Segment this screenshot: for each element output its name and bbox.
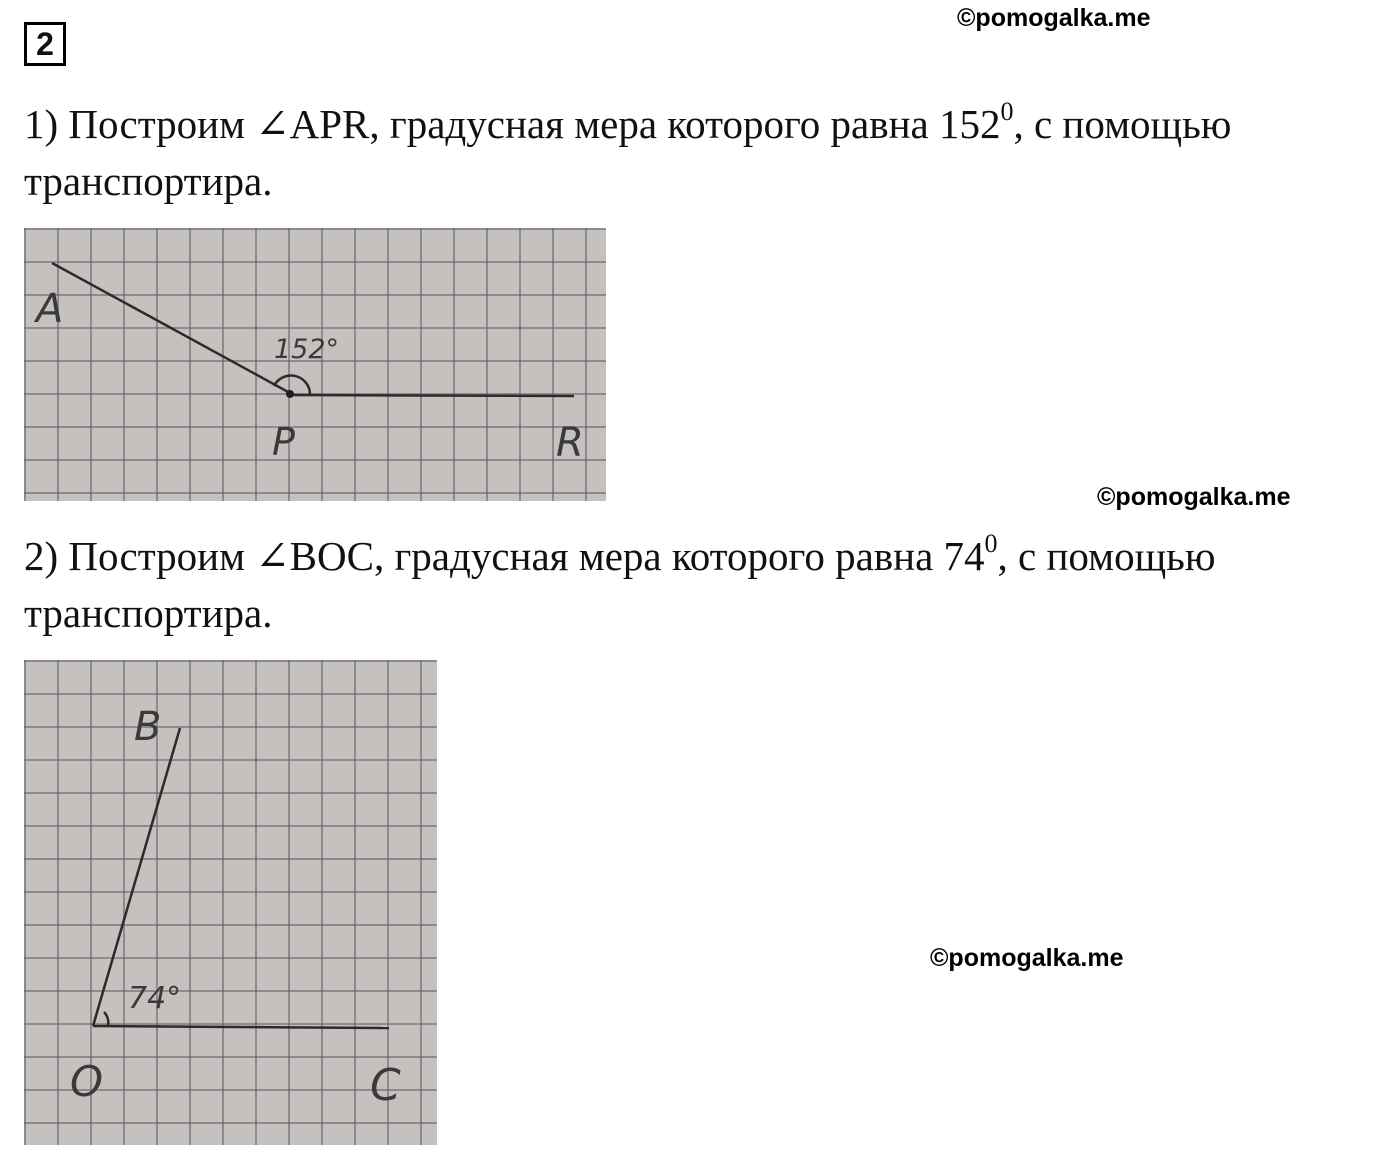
- label-c: C: [370, 1060, 401, 1111]
- angle-label-74: 74°: [128, 981, 182, 1016]
- degree-superscript: 0: [1000, 97, 1014, 126]
- ray-pr: [290, 395, 574, 396]
- angle-apr-drawing: [24, 228, 606, 501]
- task-part-1-suffix: , с помощью транспортира.: [24, 101, 1232, 204]
- watermark: ©pomogalka.me: [930, 944, 1124, 972]
- angle-label-152: 152°: [274, 334, 340, 365]
- task-number-box: 2: [24, 22, 66, 66]
- task-part-1-text: [24, 96, 1364, 210]
- ray-oc: [93, 1026, 389, 1028]
- task-part-2-prefix: 2) Построим ∠BOC, градусная мера которого равна 74: [24, 533, 985, 579]
- ray-pa: [52, 263, 290, 393]
- label-b: B: [134, 704, 162, 750]
- task-part-2-text: [24, 528, 1364, 642]
- watermark: ©pomogalka.me: [957, 4, 1151, 32]
- task-part-1-prefix: 1) Построим ∠APR, градусная мера которого равна 152: [24, 101, 1001, 147]
- label-r: R: [556, 420, 584, 466]
- angle-arc: [104, 1012, 108, 1026]
- label-o: O: [70, 1057, 104, 1106]
- label-a: A: [36, 286, 64, 332]
- vertex-p-dot: [286, 390, 294, 398]
- angle-boc-drawing: [24, 660, 437, 1145]
- figure-angle-boc: [24, 660, 437, 1145]
- watermark: ©pomogalka.me: [1097, 483, 1291, 511]
- label-p: P: [272, 420, 295, 464]
- degree-superscript: 0: [984, 529, 998, 558]
- task-part-2-suffix: , с помощью транспортира.: [24, 533, 1216, 636]
- figure-angle-apr: [24, 228, 606, 501]
